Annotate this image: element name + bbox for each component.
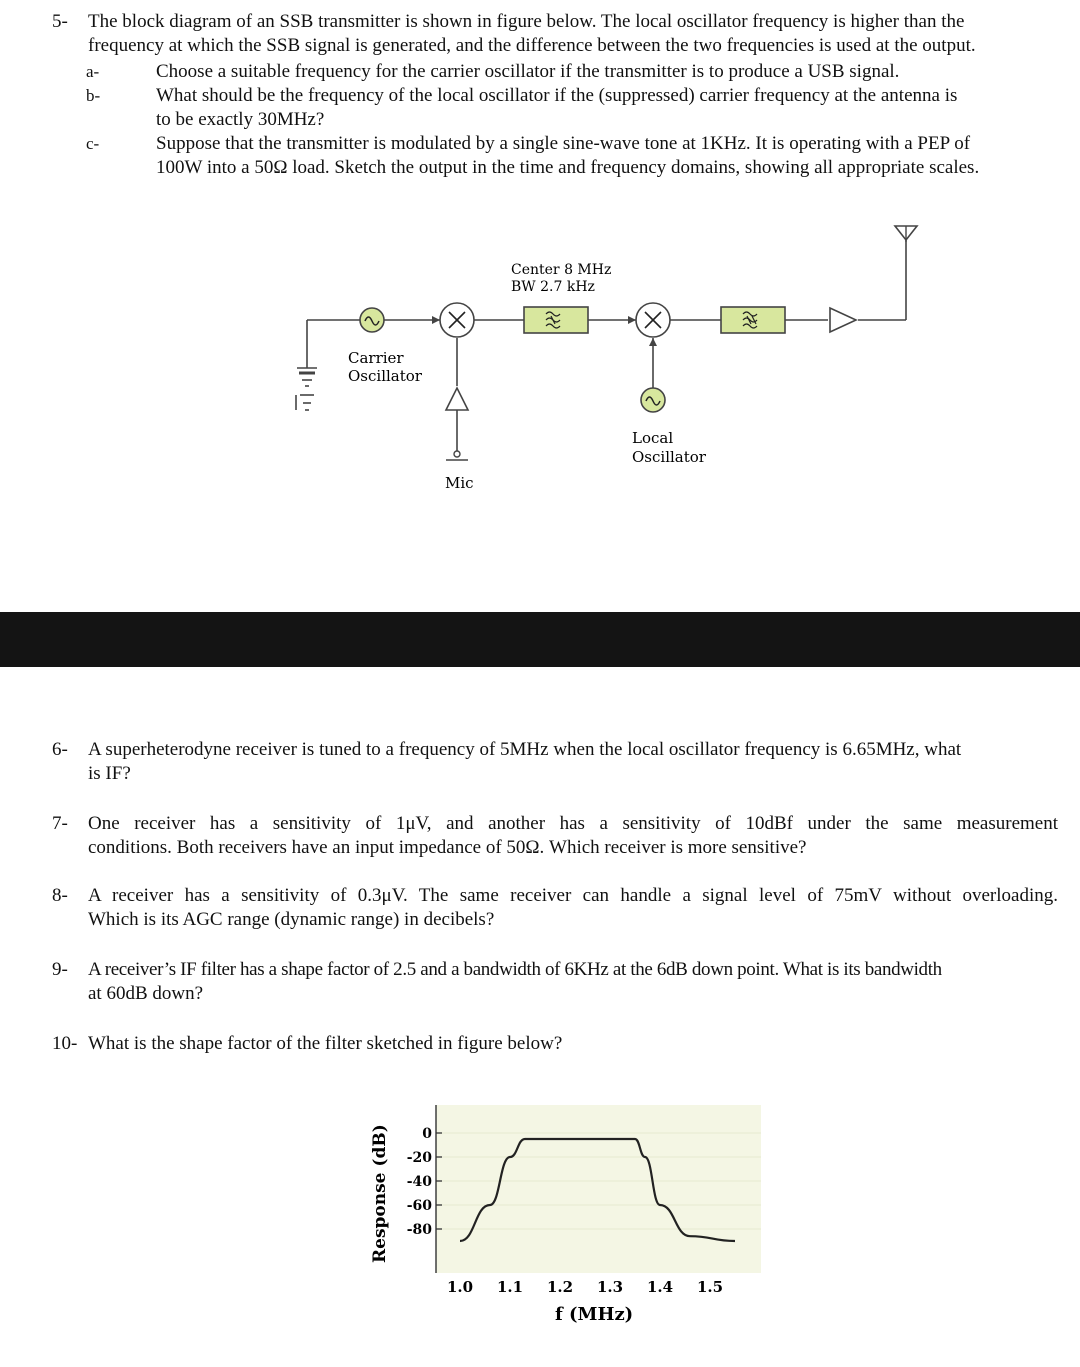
question-number: 7- [52, 813, 68, 834]
question-text-line: The block diagram of an SSB transmitter is shown in figure below. The local oscillator frequency is higher than the [88, 11, 965, 32]
part-text: Choose a suitable frequency for the carrier oscillator if the transmitter is to produce a USB signal. [156, 61, 900, 82]
carrier-oscillator-label: Carrier [348, 349, 404, 367]
question-text-line: A receiver’s IF filter has a shape factor of 2.5 and a bandwidth of 6KHz at the 6dB down point. What is its bandwidth [88, 959, 942, 980]
y-tick-label: -80 [406, 1222, 432, 1238]
question-number: 6- [52, 739, 68, 760]
question-text-line: A receiver has a sensitivity of 0.3μV. The same receiver can handle a signal level of 75mV without overloading. [88, 885, 1058, 906]
question-number: 5- [52, 11, 68, 32]
part-text: What should be the frequency of the local oscillator if the (suppressed) carrier frequency at the antenna is [156, 85, 958, 106]
part-label: c- [86, 134, 100, 153]
question-number: 8- [52, 885, 68, 906]
question-text-line: conditions. Both receivers have an input impedance of 50Ω. Which receiver is more sensitive? [88, 837, 807, 858]
y-axis-label: Response (dB) [370, 1124, 390, 1263]
carrier-oscillator-label: Oscillator [348, 367, 422, 385]
question-text-line: One receiver has a sensitivity of 1μV, and another has a sensitivity of 10dBf under the same measurement [88, 813, 1058, 834]
x-tick-label: 1.5 [696, 1278, 724, 1296]
x-axis-label: f (MHz) [555, 1304, 634, 1325]
question-text-line: is IF? [88, 763, 131, 784]
plot-background [436, 1105, 761, 1273]
question-text-line: frequency at which the SSB signal is generated, and the difference between the two frequencies is used at the output. [88, 35, 976, 56]
question-number: 10- [52, 1033, 78, 1054]
local-oscillator-label: Oscillator [632, 448, 706, 466]
y-tick-label: -60 [406, 1198, 432, 1214]
x-tick-label: 1.3 [596, 1278, 624, 1296]
x-tick-label: 1.4 [646, 1278, 674, 1296]
x-tick-label: 1.0 [446, 1278, 474, 1296]
y-tick-label: 0 [422, 1126, 432, 1142]
question-text-line: A superheterodyne receiver is tuned to a frequency of 5MHz when the local oscillator frequency is 6.65MHz, what [88, 739, 962, 760]
y-tick-label: -40 [406, 1174, 432, 1190]
x-tick-label: 1.2 [546, 1278, 574, 1296]
mic-label: Mic [445, 474, 474, 492]
question-text-line: Which is its AGC range (dynamic range) in decibels? [88, 909, 495, 930]
part-label: a- [86, 62, 100, 81]
y-tick-label: -20 [406, 1150, 432, 1166]
part-text: 100W into a 50Ω load. Sketch the output in the time and frequency domains, showing all appropriate scales. [156, 157, 980, 178]
x-tick-label: 1.1 [496, 1278, 524, 1296]
filter-center-label: Center 8 MHz [511, 262, 612, 278]
part-text: to be exactly 30MHz? [156, 109, 325, 130]
part-text: Suppose that the transmitter is modulated by a single sine-wave tone at 1KHz. It is operating with a PEP of [156, 133, 971, 154]
filter-bw-label: BW 2.7 kHz [511, 279, 595, 295]
question-text-line: at 60dB down? [88, 983, 204, 1004]
question-number: 9- [52, 959, 68, 980]
part-label: b- [86, 86, 101, 105]
local-oscillator-label: Local [632, 429, 674, 447]
question-text-line: What is the shape factor of the filter sketched in figure below? [88, 1033, 563, 1054]
